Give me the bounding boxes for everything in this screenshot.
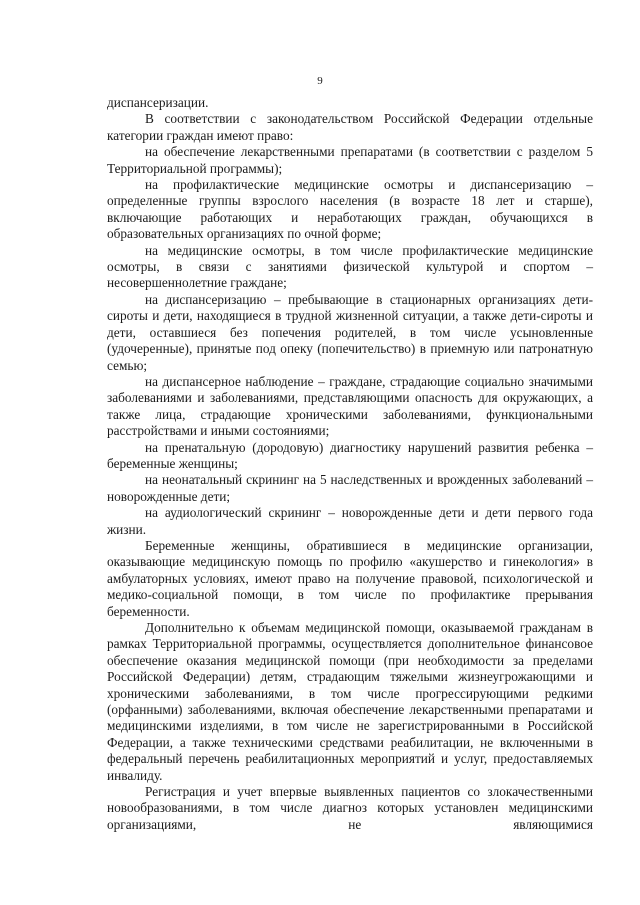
paragraph-continuation: диспансеризации. bbox=[107, 95, 209, 110]
paragraph-audiological-screening: на аудиологический скрининг – новорожденные дети и дети первого года жизни. bbox=[107, 505, 593, 537]
paragraph-prenatal-diagnostics: на пренатальную (дородовую) диагностику нарушений развития ребенка – беременные женщины; bbox=[107, 439, 593, 471]
paragraph-orphan-dispensarization: на диспансеризацию – пребывающие в стационарных организациях дети-сироты и дети, находящиеся в трудной жизненной ситуации, а также дети-сироты и дети, оставшиеся без попечения родителей, в том числе усыновленные (удочеренные), принятые под опеку (попечительство) в приемную или патронатную семью; bbox=[107, 291, 593, 373]
paragraph-additional-financing: Дополнительно к объемам медицинской помощи, оказываемой гражданам в рамках Территориальной программы, осуществляется дополнительное финансовое обеспечение оказания медицинской помощи (при необходимости за пределами Российской Федерации) детям, страдающим тяжелыми жизнеугрожающими и хроническими заболеваниями, в том числе прогрессирующими редкими (орфанными) заболеваниями, включая обеспечение лекарственными препаратами и медицинскими изделиями, в том числе не зарегистрированными в Российской Федерации, а также техническими средствами реабилитации, не включенными в федеральный перечень реабилитационных мероприятий и услуг, предоставляемых инвалиду. bbox=[107, 620, 593, 783]
paragraph-oncology-registration: Регистрация и учет впервые выявленных пациентов со злокачественными новообразованиями, в том числе диагноз которых установлен медицинскими организациями, не являющимися bbox=[107, 784, 593, 832]
paragraph-rights-intro: В соответствии с законодательством Российской Федерации отдельные категории граждан имеют право: bbox=[107, 111, 593, 143]
paragraph-pregnant-women: Беременные женщины, обратившиеся в медицинские организации, оказывающие медицинскую помощь по профилю «акушерство и гинекология» в амбулаторных условиях, имеют право на получение правовой, психологической и медико-социальной помощи, в том числе по профилактике прерывания беременности. bbox=[107, 537, 593, 619]
paragraph-dispensary-observation: на диспансерное наблюдение – граждане, страдающие социально значимыми заболеваниями и заболеваниями, представляющими опасность для окружающих, а также лица, страдающие хроническими заболеваниями, функциональными расстройствами и иными состояниями; bbox=[107, 373, 593, 439]
paragraph-neonatal-screening: на неонатальный скрининг на 5 наследственных и врожденных заболеваний – новорожденные дети; bbox=[107, 472, 593, 504]
paragraph-medication-provision: на обеспечение лекарственными препаратами (в соответствии с разделом 5 Территориальной программы); bbox=[107, 144, 593, 176]
paragraph-preventive-exams: на профилактические медицинские осмотры и диспансеризацию – определенные группы взрослого населения (в возрасте 18 лет и старше), включающие работающих и неработающих граждан, обучающихся в образовательных организациях по очной форме; bbox=[107, 177, 593, 242]
paragraph-sports-exams: на медицинские осмотры, в том числе профилактические медицинские осмотры, в связи с занятиями физической культурой и спортом – несовершеннолетние граждане; bbox=[107, 242, 593, 291]
page-number: 9 bbox=[317, 75, 323, 87]
document-body bbox=[107, 95, 593, 833]
